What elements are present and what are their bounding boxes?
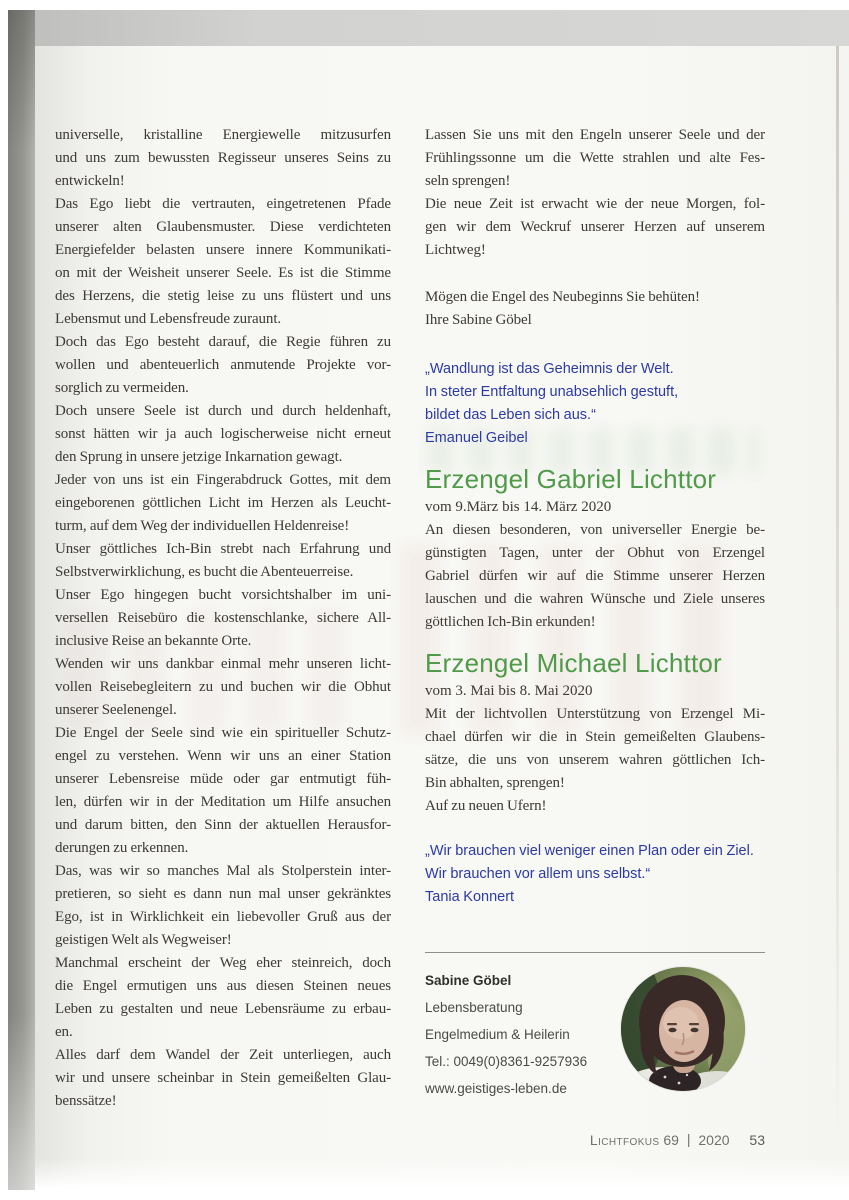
text-line: An diesen besonderen, von universeller Energie be- [425,522,765,538]
text-line: Ihre Sabine Göbel [425,312,532,328]
text-line: „Wir brauchen viel weniger einen Plan oder ein Ziel. [425,843,754,859]
paragraph [55,400,391,469]
author-photo [621,967,745,1091]
closing-lines [425,286,765,332]
author-name: Sabine Göbel [425,973,512,988]
text-line: vollen Reisebegleitern zu und buchen wir die Obhut [55,679,391,695]
paragraph [425,795,765,818]
text-line: bildet das Leben sich aus.“ [425,407,596,423]
text-line: und uns zum bewussten Regisseur unseres Seins zu [55,150,391,166]
text-line: unserer alten Glaubensmuster. Diese verdichteten [55,219,391,235]
text-line: derungen zu erkennen. [55,840,189,856]
paragraph [55,331,391,400]
text-line: www.geistiges-leben.de [425,1081,567,1096]
text-line: Frühlingssonne um die Wette strahlen und alte Fes- [425,150,765,166]
text-line: Tel.: 0049(0)8361-9257936 [425,1054,588,1069]
paragraph [425,124,765,193]
text-line: Doch das Ego besteht darauf, die Regie führen zu [55,334,391,350]
quote-konnert [425,840,765,909]
text-line: Lebensberatung [425,1000,523,1015]
text-line: die Engel ermutigen uns aus diesen Steinen neues [55,978,391,994]
paragraph [55,653,391,722]
text-line: Die Engel der Seele sind wie ein spiritueller Schutz- [55,725,391,741]
text-line: Das Ego liebt die vertrauten, eingetretenen Pfade [55,196,391,212]
text-line: Ego, ist in Wirklichkeit ein liebevoller Gruß aus der [55,909,391,925]
text-line: sonst hätten wir ja auch logischerweise nicht erneut [55,426,391,442]
text-line: entwickeln! [55,173,125,189]
text-line: Alles darf dem Wandel der Zeit unterliegen, auch [55,1047,391,1063]
text-line: Auf zu neuen Ufern! [425,798,547,814]
page-number: 53 [749,1132,765,1148]
text-line: Engelmedium & Heilerin [425,1027,570,1042]
text-line: pretieren, so sieht es dann nun mal unser gekränktes [55,886,391,902]
quote-attribution: Tania Konnert [425,889,515,905]
text-line: Bin abhalten, sprengen! [425,775,565,791]
text-line: Das, was wir so manches Mal als Stolperstein inter- [55,863,391,879]
article-gabriel [425,463,765,634]
text-line: eingeborenen göttlichen Licht im Herzen als Leucht- [55,495,391,511]
paragraph [55,952,391,1044]
author-bio [425,952,765,1102]
text-line: gen wir dem Weckruf unserer Herzen auf unserem [425,219,765,235]
article-title: Erzengel Michael Lichttor [425,648,722,678]
text-line: In steter Entfaltung unabsehlich gestuft, [425,384,679,400]
text-line: des Herzens, die stetig leise zu uns flüstert und uns [55,288,391,304]
text-line: Mögen die Engel des Neubeginns Sie behüten! [425,289,700,305]
text-line: Lebensmut und Lebensfreude zuraunt. [55,311,282,327]
scan-left-edge-shadow [8,10,35,1190]
issue-year: 2020 [698,1132,730,1148]
quote-text [425,358,765,427]
text-line: universelle, kristalline Energiewelle mitzusurfen [55,127,391,143]
text-line: benssätze! [55,1093,117,1109]
text-line: en. [55,1024,73,1040]
quote-text [425,840,765,886]
text-line: inclusive Reise an bekannte Orte. [55,633,252,649]
text-line: „Wandlung ist das Geheimnis der Welt. [425,361,674,377]
text-line: Manchmal erscheint der Weg eher steinreich, doch [55,955,391,971]
text-line: sorglich zu vermeiden. [55,380,189,396]
text-line: Jeder von uns ist ein Fingerabdruck Gottes, mit dem [55,472,391,488]
paragraph [55,124,391,193]
article-date: vom 3. Mai bis 8. Mai 2020 [425,683,593,699]
text-line: len, dürfen wir in der Meditation um Hilfe ansuchen [55,794,391,810]
article-title: Erzengel Gabriel Lichttor [425,464,717,494]
text-line: Mit der lichtvollen Unterstützung von Erzengel Mi- [425,706,765,722]
text-line: göttlichen Ich-Bin erkunden! [425,614,596,630]
text-line: unserer Lebensreise müde oder gar entmutigt füh- [55,771,391,787]
page-footer [425,1130,765,1150]
paragraph [55,193,391,331]
page-right-edge [836,46,839,1146]
text-line: turm, auf dem Weg der individuellen Heldenreise! [55,518,350,534]
paragraph [55,722,391,860]
text-line: und darum bitten, den Sinn der aktuellen Herausfor- [55,817,391,833]
text-line: on mit der Weisheit unserer Seele. Es ist die Stimme [55,265,391,281]
text-line: günstigten Tagen, unter der Obhut von Erzengel [425,545,765,561]
text-line: engel zu verstehen. Wenn wir uns an einer Station [55,748,391,764]
text-line: Leben zu gestalten und neue Lebensräume zu erbau- [55,1001,391,1017]
text-line: Doch unsere Seele ist durch und durch heldenhaft, [55,403,391,419]
article-michael [425,647,765,818]
text-line: geistigen Welt als Wegweiser! [55,932,232,948]
paragraph [55,469,391,538]
text-line: seln sprengen! [425,173,511,189]
paragraph [425,193,765,262]
text-line: Unser Ego hingegen bucht vorsichtshalber im uni- [55,587,391,603]
text-line: Wenden wir uns dankbar einmal mehr unseren licht- [55,656,391,672]
magazine-name: Lichtfokus [589,1132,660,1148]
text-line: unserer Seelenengel. [55,702,177,718]
text-line: chael dürfen wir die in Stein gemeißelten Glaubens- [425,729,765,745]
text-line: Unser göttliches Ich-Bin strebt nach Erfahrung und [55,541,391,557]
text-line: den Sprung in unsere jetzige Inkarnation gewagt. [55,449,343,465]
text-line: wir und unsere scheinbar in Stein gemeißelten Glau- [55,1070,391,1086]
paragraph [55,538,391,584]
text-line: Gabriel dürfen wir auf die Stimme unserer Herzen [425,568,765,584]
text-line: versellen Reisebüro die kostenschlanke, sichere All- [55,610,391,626]
intro-paragraphs [425,124,765,262]
footer-divider: | [686,1131,691,1147]
scan-top-band [8,10,849,46]
left-text-column [55,124,391,1113]
paragraph [55,584,391,653]
article-body [425,519,765,634]
right-text-column [425,124,765,909]
text-line: wollen und abenteuerlich anmutende Projekte vor- [55,357,391,373]
quote-attribution: Emanuel Geibel [425,430,528,446]
text-line: sätze, die uns von unserem wahren göttlichen Ich- [425,752,765,768]
author-portrait-illustration [621,967,745,1091]
issue-number: 69 [663,1132,679,1148]
text-line: Die neue Zeit ist erwacht wie der neue Morgen, fol- [425,196,765,212]
text-line: Wir brauchen vor allem uns selbst.“ [425,866,651,882]
paragraph [55,860,391,952]
text-line: Selbstverwirklichung, es bucht die Abenteuerreise. [55,564,354,580]
text-line: Energiefelder belasten unsere innere Kommunikati- [55,242,391,258]
article-date: vom 9.März bis 14. März 2020 [425,499,612,515]
text-line: lauschen und die wahren Wünsche und Ziele unseres [425,591,765,607]
paragraph [55,1044,391,1113]
article-body [425,703,765,818]
quote-geibel [425,358,765,450]
text-line: Lassen Sie uns mit den Engeln unserer Seele und der [425,127,765,143]
paragraph [425,519,765,634]
text-line: Lichtweg! [425,242,486,258]
paragraph [425,703,765,795]
